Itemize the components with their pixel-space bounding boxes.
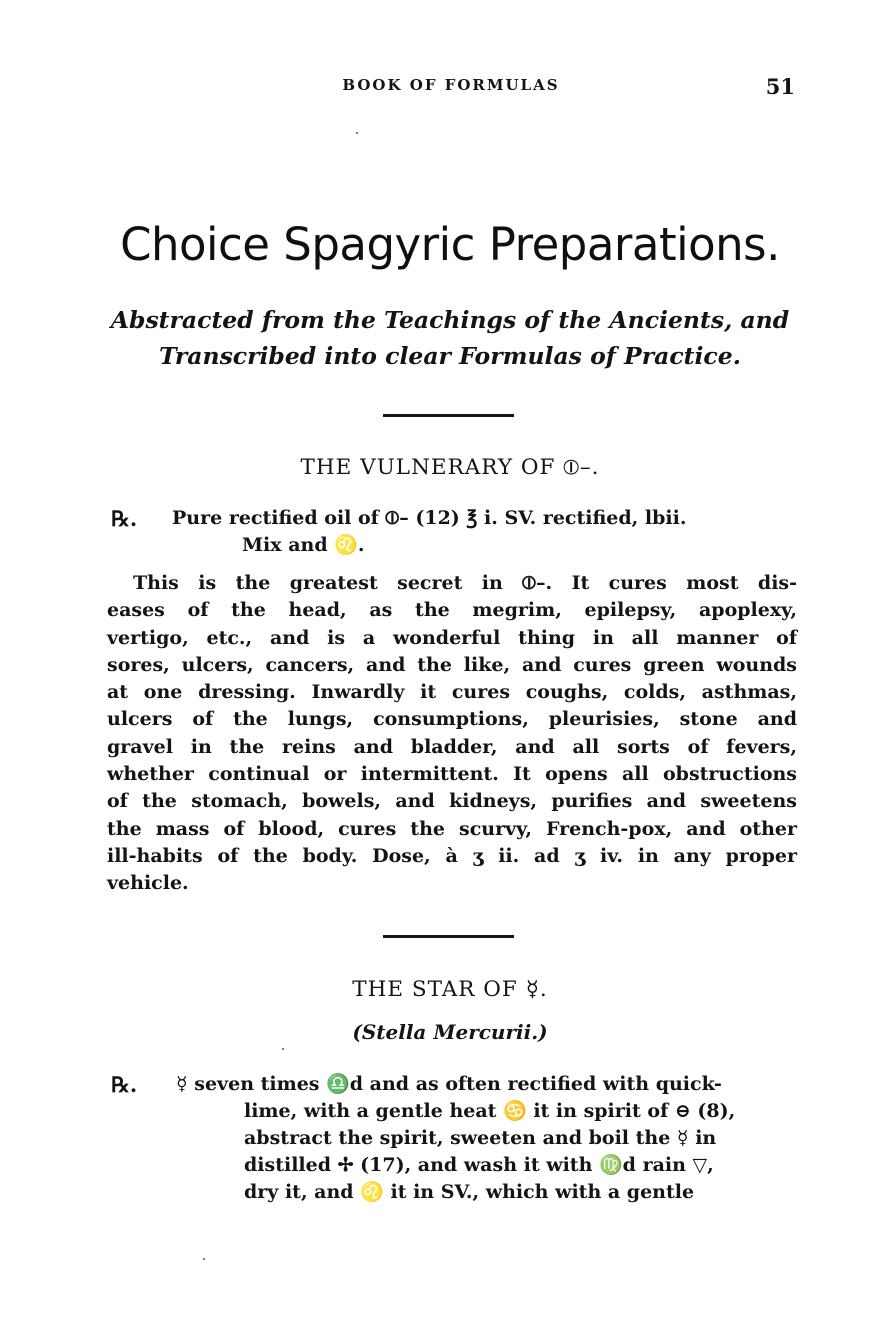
body-line: vehicle.	[107, 872, 189, 895]
body-line: ill-habits of the body. Dose, à ʒ ii. ad ʒ iv. in any proper	[107, 844, 797, 867]
body-line: eases of the head, as the megrim, epilepsy, apoplexy,	[107, 599, 797, 622]
recipe-mark: ℞.	[111, 506, 138, 531]
recipe-line: ☿ seven times ♎d and as often rectified with quick-	[176, 1073, 722, 1095]
subtitle-line: Abstracted from the Teachings of the Ancients, and	[110, 306, 790, 334]
body-line: gravel in the reins and bladder, and all sorts of fevers,	[107, 735, 797, 758]
section-body	[107, 570, 797, 898]
body-line: whether continual or intermittent. It opens all obstructions	[107, 763, 797, 786]
body-line: at one dressing. Inwardly it cures coughs, colds, asthmas,	[107, 681, 797, 704]
recipe-line: distilled ✢ (17), and wash it with ♍d rain ▽,	[244, 1154, 714, 1176]
recipe-line: lime, with a gentle heat ♋ it in spirit of ⊖ (8),	[244, 1100, 736, 1122]
section-subheading: (Stella Mercurii.)	[352, 1020, 548, 1044]
running-head	[107, 74, 795, 98]
body-line: the mass of blood, cures the scurvy, French-pox, and other	[107, 817, 797, 840]
section-heading: THE VULNERARY OF ⦶–.	[300, 455, 600, 480]
recipe-line: Mix and ♌.	[242, 534, 365, 556]
section-divider	[383, 935, 514, 938]
page-title: Choice Spagyric Preparations.	[120, 218, 780, 271]
recipe-mark: ℞.	[111, 1072, 138, 1097]
print-speck	[203, 1258, 205, 1260]
body-line: sores, ulcers, cancers, and the like, and cures green wounds	[107, 653, 797, 676]
print-speck	[282, 1048, 284, 1050]
running-title: BOOK OF FORMULAS	[342, 76, 560, 94]
print-speck	[356, 132, 358, 134]
recipe-text	[172, 505, 800, 559]
section-heading: THE STAR OF ☿.	[352, 977, 548, 1002]
body-line: This is the greatest secret in ⦶–. It cures most dis-	[133, 572, 797, 594]
recipe-line: dry it, and ♌ it in SV., which with a gentle	[244, 1181, 695, 1203]
body-line: of the stomach, bowels, and kidneys, purifies and sweetens	[107, 790, 797, 813]
page-number: 51	[765, 74, 795, 99]
page-subtitle	[100, 302, 800, 374]
subtitle-line: Transcribed into clear Formulas of Practice.	[159, 342, 741, 370]
body-line: ulcers of the lungs, consumptions, pleurisies, stone and	[107, 708, 797, 731]
section-divider	[383, 414, 514, 417]
body-line: vertigo, etc., and is a wonderful thing in all manner of	[107, 626, 797, 649]
recipe-line: abstract the spirit, sweeten and boil the ☿ in	[244, 1127, 717, 1149]
recipe-line: Pure rectified oil of ⦶– (12) ℥ i. SV. rectified, lbii.	[172, 507, 687, 529]
recipe-text	[176, 1071, 798, 1206]
